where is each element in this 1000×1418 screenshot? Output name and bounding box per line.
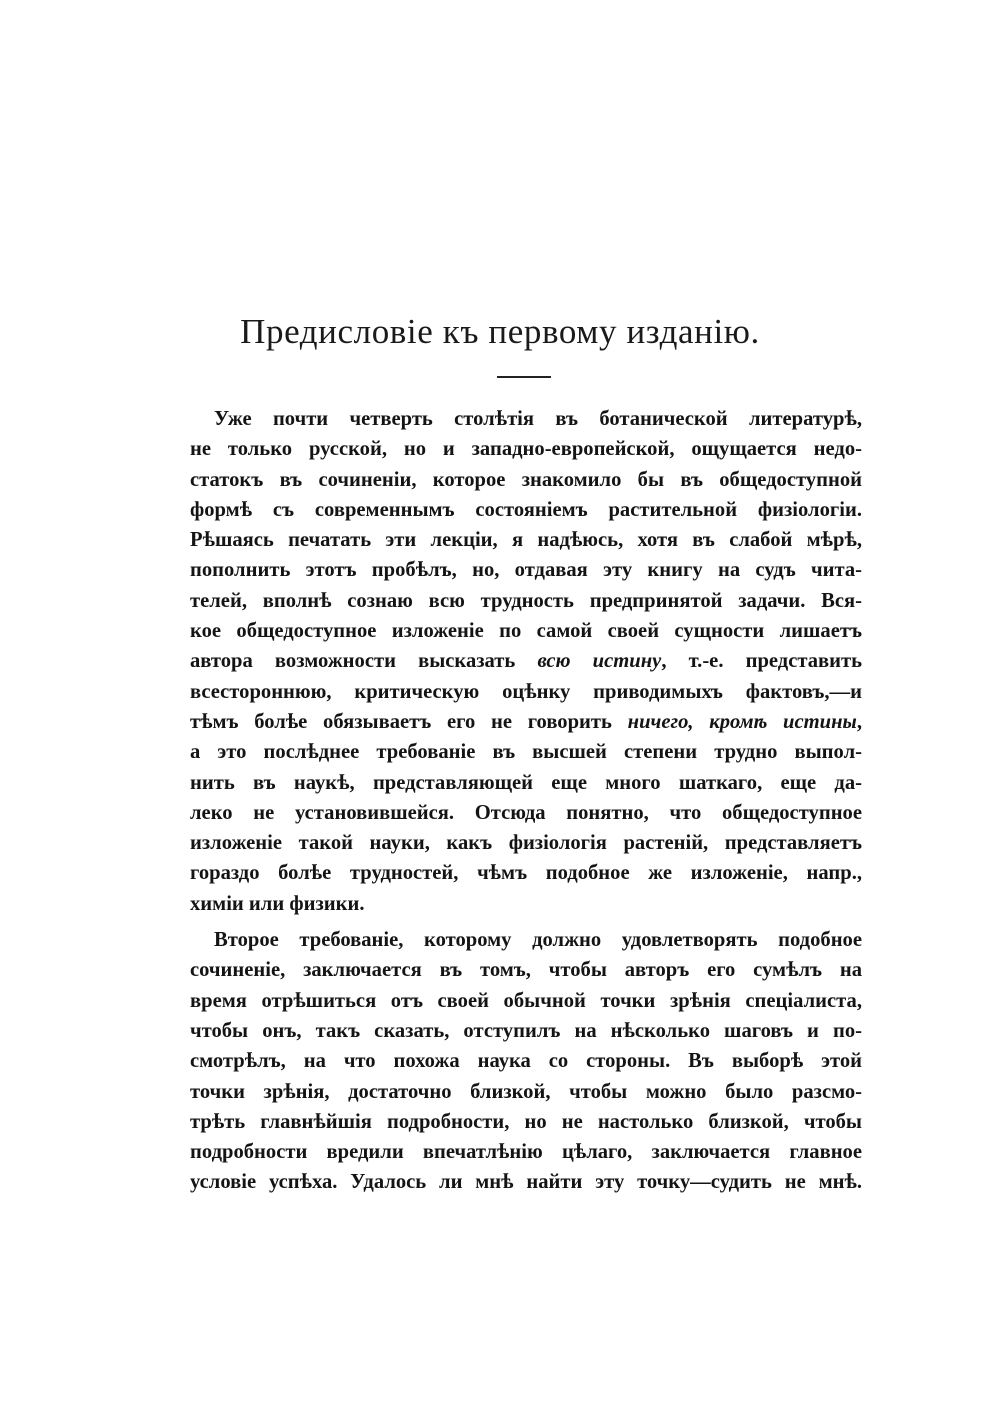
text-line: трѣть главнѣйшія подробности, но не настолько близкой, чтобы: [190, 1110, 862, 1133]
page-title: Предисловіе къ первому изданію.: [240, 312, 760, 351]
text-line: время отрѣшиться отъ своей обычной точки зрѣнія спеціалиста,: [190, 989, 862, 1012]
text-line: [190, 646, 862, 676]
text-line: подробности вредили впечатлѣнію цѣлаго, заключается главное: [190, 1141, 862, 1164]
italic-phrase: всю истину: [537, 650, 662, 673]
preface-text: [190, 404, 862, 1198]
text-run: автора возможности высказать: [190, 650, 538, 673]
text-line: не только русской, но и западно-европейской, ощущается недо-: [190, 438, 862, 461]
title-divider: [497, 376, 551, 378]
text-line: Рѣшаясь печатать эти лекціи, я надѣюсь, хотя въ слабой мѣрѣ,: [190, 529, 862, 552]
text-line: а это послѣднее требованіе въ высшей степени трудно выпол-: [190, 741, 862, 764]
text-line: нить въ наукѣ, представляющей еще много шаткаго, еще да-: [190, 771, 862, 794]
text-line: кое общедоступное изложеніе по самой своей сущности лишаетъ: [190, 620, 862, 643]
text-line: чтобы онъ, такъ сказать, отступилъ на нѣсколько шаговъ и по-: [190, 1019, 862, 1042]
text-line: сочиненіе, заключается въ томъ, чтобы авторъ его сумѣлъ на: [190, 959, 862, 982]
text-line: статокъ въ сочиненіи, которое знакомило бы въ общедоступной: [190, 468, 862, 491]
italic-phrase: ничего, кромѣ истины: [627, 710, 857, 733]
text-line: телей, вполнѣ сознаю всю трудность предпринятой задачи. Вся-: [190, 589, 862, 612]
text-line: пополнить этотъ пробѣлъ, но, отдавая эту книгу на судъ чита-: [190, 559, 862, 582]
text-line: условіе успѣха. Удалось ли мнѣ найти эту точку—судить не мнѣ.: [190, 1171, 862, 1194]
text-line: [190, 707, 862, 737]
text-line: гораздо болѣе трудностей, чѣмъ подобное же изложеніе, напр.,: [190, 862, 862, 885]
text-line: изложеніе такой науки, какъ физіологія растеній, представляетъ: [190, 832, 862, 855]
text-line: всестороннюю, критическую оцѣнку приводимыхъ фактовъ,—и: [190, 680, 862, 703]
text-line: леко не установившейся. Отсюда понятно, что общедоступное: [190, 801, 862, 824]
text-run: , т.-е. представить: [661, 650, 863, 673]
text-run: тѣмъ болѣе обязываетъ его не говорить: [190, 710, 628, 733]
text-line: химіи или физики.: [190, 892, 365, 915]
text-line: формѣ съ современнымъ состояніемъ растительной физіологіи.: [190, 498, 862, 521]
text-line: Уже почти четверть столѣтія въ ботанической литературѣ,: [214, 408, 862, 430]
text-line: точки зрѣнія, достаточно близкой, чтобы можно было разсмо-: [190, 1080, 862, 1103]
text-line: Второе требованіе, которому должно удовлетворять подобное: [214, 929, 862, 952]
text-run: ,: [856, 710, 862, 733]
text-line: смотрѣлъ, на что похожа наука со стороны. Въ выборѣ этой: [190, 1050, 862, 1073]
